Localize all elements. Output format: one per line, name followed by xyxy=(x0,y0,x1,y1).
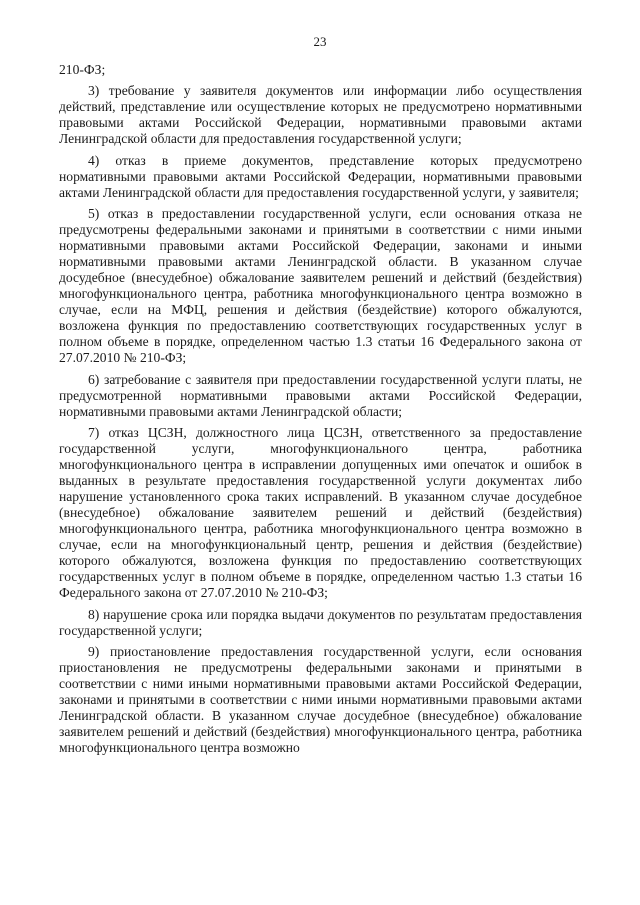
paragraph-item-7: 7) отказ ЦСЗН, должностного лица ЦСЗН, ответственного за предоставление государственной услуги, многофункционального центра, работника многофункционального центра в исправлении допущенных ими опечаток и ошибок в выданных в результате предоставления государственной услуги документах либо нарушение установленного срока таких исправлений. В указанном случае досудебное (внесудебное) обжалование заявителем решений и действий (бездействия) многофункционального центра, работника многофункционального центра возможно в случае, если на многофункциональный центр, решения и действия (бездействие) которого обжалуются, возложена функция по предоставлению соответствующих государственных услуг в полном объеме в порядке, определенном частью 1.3 статьи 16 Федерального закона от 27.07.2010 № 210-ФЗ; xyxy=(59,424,582,601)
page-number: 23 xyxy=(313,34,327,49)
paragraph-item-3: 3) требование у заявителя документов или информации либо осуществления действий, представление или осуществление которых не предусмотрено нормативными правовыми актами Российской Федерации, нормативными правовыми актами Ленинградской области для предоставления государственной услуги; xyxy=(59,83,582,147)
paragraph-item-8: 8) нарушение срока или порядка выдачи документов по результатам предоставления государственной услуги; xyxy=(59,606,582,638)
paragraph-item-5: 5) отказ в предоставлении государственной услуги, если основания отказа не предусмотрены федеральными законами и принятыми в соответствии с ними иными нормативными правовыми актами Российской Федерации, законами и иными нормативными правовыми актами Ленинградской области. В указанном случае досудебное (внесудебное) обжалование заявителем решений и действий (бездействия) многофункционального центра, работника многофункционального центра возможно в случае, если на МФЦ, решения и действия (бездействие) которого обжалуются, возложена функция по предоставлению соответствующих государственных услуг в полном объеме в порядке, определенном частью 1.3 статьи 16 Федерального закона от 27.07.2010 № 210-ФЗ; xyxy=(59,205,582,366)
document-body xyxy=(59,62,582,756)
paragraph-item-4: 4) отказ в приеме документов, представление которых предусмотрено нормативными правовыми актами Российской Федерации, нормативными правовыми актами Ленинградской области для предоставления государственной услуги, у заявителя; xyxy=(59,152,582,200)
paragraph-item-9: 9) приостановление предоставления государственной услуги, если основания приостановления не предусмотрены федеральными законами и принятыми в соответствии с ними иными нормативными правовыми актами Российской Федерации, законами и принятыми в соответствии с ними иными нормативными правовыми актами Ленинградской области. В указанном случае досудебное (внесудебное) обжалование заявителем решений и действий (бездействия) многофункционального центра, работника многофункционального центра возможно xyxy=(59,643,582,756)
paragraph-item-6: 6) затребование с заявителя при предоставлении государственной услуги платы, не предусмотренной нормативными правовыми актами Российской Федерации, нормативными правовыми актами Ленинградской области; xyxy=(59,371,582,419)
paragraph-continuation: 210-ФЗ; xyxy=(59,62,106,77)
